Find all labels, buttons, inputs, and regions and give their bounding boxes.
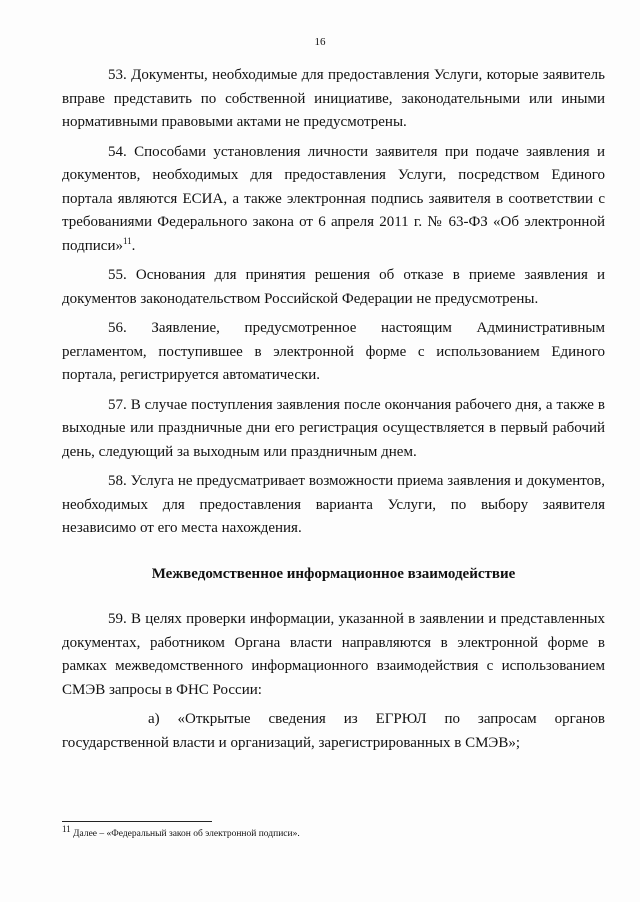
- paragraph-55: 55. Основания для принятия решения об отказе в приеме заявления и документов законодательством Российской Федерации не предусмотрены.: [62, 267, 605, 307]
- page-number: 16: [314, 36, 326, 48]
- footnote-text: Далее – «Федеральный закон об электронной подписи».: [73, 829, 300, 839]
- paragraph-56: 56. Заявление, предусмотренное настоящим Административным регламентом, поступившее в электронной форме с использованием Единого портала, регистрируется автоматически.: [62, 320, 605, 383]
- page-body: [62, 64, 605, 759]
- footnote-reference: 11: [122, 235, 132, 246]
- footnote-divider: [62, 821, 212, 822]
- footnote: [62, 823, 602, 840]
- paragraph-53: 53. Документы, необходимые для предоставления Услуги, которые заявитель вправе представить по собственной инициативе, законодательными или иными нормативными правовыми актами не предусмотрены.: [62, 67, 605, 130]
- section-heading: Межведомственное информационное взаимодействие: [151, 565, 516, 582]
- list-item-a: а) «Открытые сведения из ЕГРЮЛ по запросам органов государственной власти и организаций, зарегистрированных в СМЭВ»;: [62, 711, 605, 751]
- paragraph-54-tail: .: [131, 237, 136, 254]
- paragraph-58: 58. Услуга не предусматривает возможности приема заявления и документов, необходимых для предоставления варианта Услуги, по выбору заявителя независимо от его места нахождения.: [62, 473, 605, 536]
- paragraph-59: 59. В целях проверки информации, указанной в заявлении и представленных документах, работником Органа власти направляются в электронной форме в рамках межведомственного информационного взаимодействия с использованием СМЭВ запросы в ФНС России:: [62, 611, 605, 698]
- footnote-marker: 11: [62, 823, 71, 834]
- paragraph-57: 57. В случае поступления заявления после окончания рабочего дня, а также в выходные или праздничные дни его регистрация осуществляется в первый рабочий день, следующий за выходным или праздничным днем.: [62, 396, 605, 460]
- paragraph-54: [62, 141, 605, 259]
- paragraph-54-text: 54. Способами установления личности заявителя при подаче заявления и документов, необходимых для предоставления Услуги, посредством Единого портала являются ЕСИА, а также электронная подпись заявителя в соответствии с требованиями Федерального закона от 6 апреля 2011 г. № 63-ФЗ «Об электронной подписи»: [62, 143, 605, 254]
